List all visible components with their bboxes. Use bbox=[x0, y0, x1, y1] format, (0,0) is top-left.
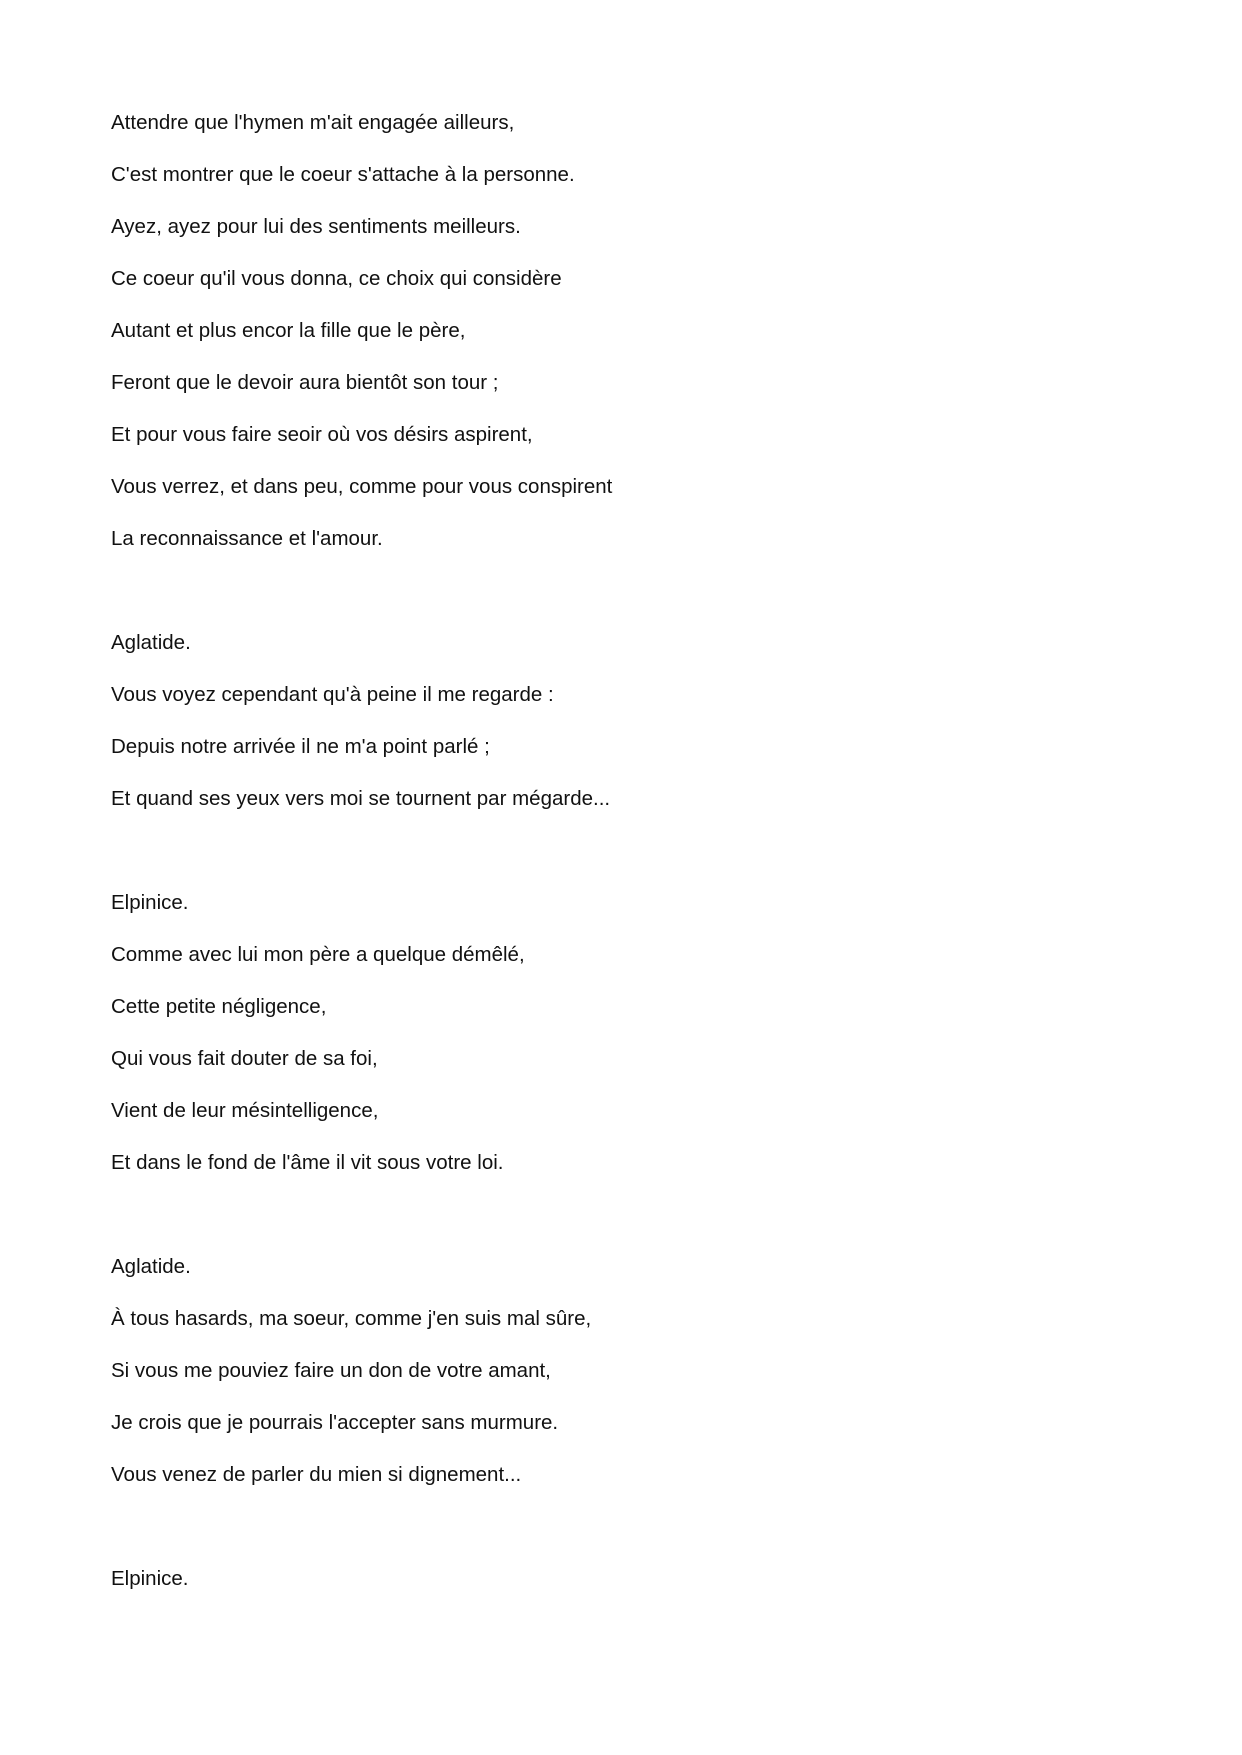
blank-line bbox=[111, 837, 1111, 889]
verse-line: Et dans le fond de l'âme il vit sous votre loi. bbox=[111, 1151, 504, 1174]
verse-line: Et quand ses yeux vers moi se tournent par mégarde... bbox=[111, 787, 611, 810]
verse-line: Et pour vous faire seoir où vos désirs aspirent, bbox=[111, 423, 533, 446]
verse-line: Attendre que l'hymen m'ait engagée ailleurs, bbox=[111, 111, 515, 134]
verse-line: Cette petite négligence, bbox=[111, 995, 327, 1018]
verse-line: C'est montrer que le coeur s'attache à la personne. bbox=[111, 163, 575, 186]
verse-line: Vient de leur mésintelligence, bbox=[111, 1099, 379, 1122]
verse-line: Feront que le devoir aura bientôt son tour ; bbox=[111, 371, 499, 394]
text-column bbox=[111, 109, 1111, 1617]
verse-line: Autant et plus encor la fille que le père, bbox=[111, 319, 466, 342]
verse-line: À tous hasards, ma soeur, comme j'en suis mal sûre, bbox=[111, 1307, 592, 1330]
verse-line: Je crois que je pourrais l'accepter sans murmure. bbox=[111, 1411, 559, 1434]
verse-line: Vous voyez cependant qu'à peine il me regarde : bbox=[111, 683, 554, 706]
verse-line: La reconnaissance et l'amour. bbox=[111, 527, 383, 550]
blank-line bbox=[111, 577, 1111, 629]
verse-line: Vous verrez, et dans peu, comme pour vous conspirent bbox=[111, 475, 613, 498]
verse-line: Ce coeur qu'il vous donna, ce choix qui considère bbox=[111, 267, 562, 290]
verse-line: Ayez, ayez pour lui des sentiments meilleurs. bbox=[111, 215, 521, 238]
speaker-name: Aglatide. bbox=[111, 631, 191, 654]
verse-line: Si vous me pouviez faire un don de votre amant, bbox=[111, 1359, 551, 1382]
speaker-name: Elpinice. bbox=[111, 1567, 189, 1590]
blank-line bbox=[111, 1513, 1111, 1565]
blank-line bbox=[111, 1201, 1111, 1253]
verse-line: Vous venez de parler du mien si dignement... bbox=[111, 1463, 522, 1486]
verse-line: Depuis notre arrivée il ne m'a point parlé ; bbox=[111, 735, 490, 758]
verse-line: Comme avec lui mon père a quelque démêlé, bbox=[111, 943, 525, 966]
speaker-name: Aglatide. bbox=[111, 1255, 191, 1278]
speaker-name: Elpinice. bbox=[111, 891, 189, 914]
verse-line: Qui vous fait douter de sa foi, bbox=[111, 1047, 378, 1070]
